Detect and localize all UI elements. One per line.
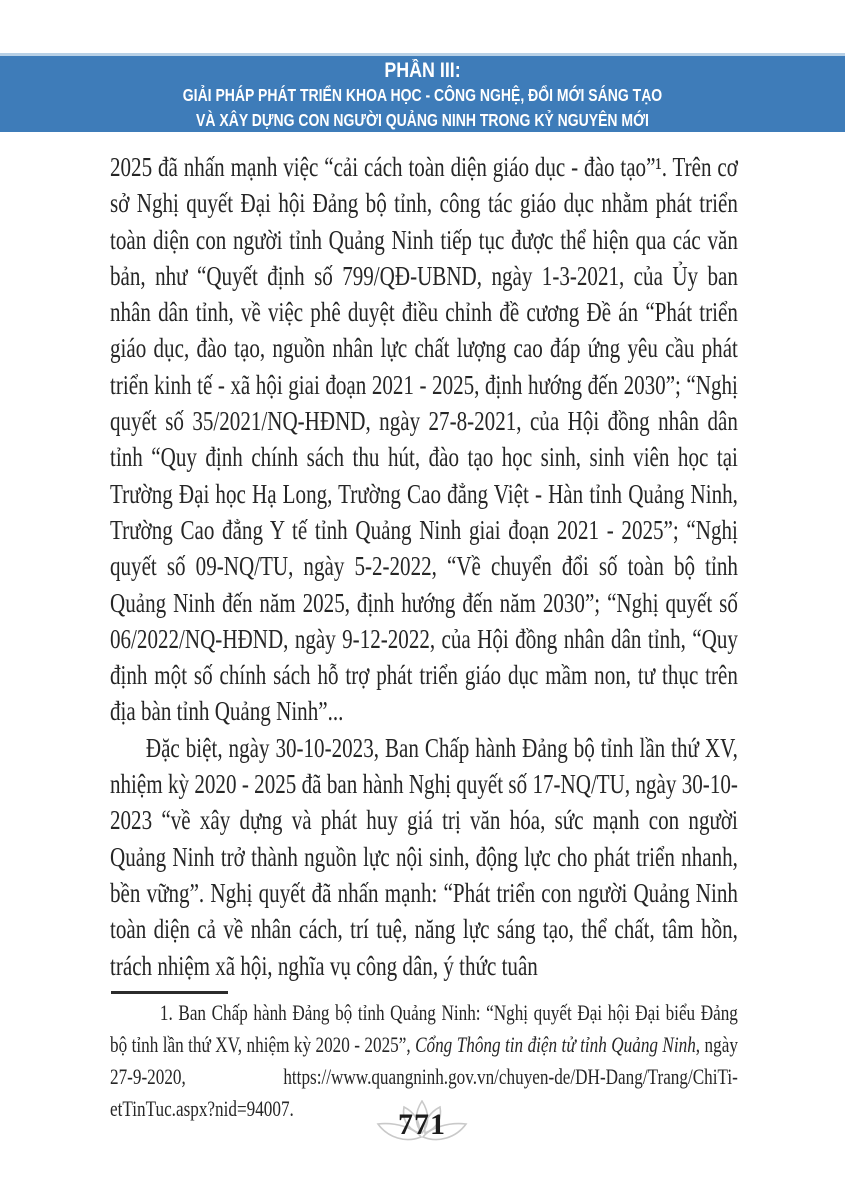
section-banner — [0, 53, 845, 132]
footnote-separator — [111, 991, 228, 994]
body-paragraph-2: Đặc biệt, ngày 30-10-2023, Ban Chấp hành Đảng bộ tỉnh lần thứ XV, nhiệm kỳ 2020 - 2025 đã ban hành Nghị quyết số 17-NQ/TU, ngày 30-10-2023 “về xây dựng và phát huy giá trị văn hóa, sức mạnh con người Quảng Ninh trở thành nguồn lực nội sinh, động lực cho phát triển nhanh, bền vững”. Nghị quyết đã nhấn mạnh: “Phát triển con người Quảng Ninh toàn diện cả về nhân cách, trí tuệ, năng lực sáng tạo, thể chất, tâm hồn, trách nhiệm xã hội, nghĩa vụ công dân, ý thức tuân — [110, 732, 738, 981]
body-paragraph-1: 2025 đã nhấn mạnh việc “cải cách toàn diện giáo dục - đào tạo”¹. Trên cơ sở Nghị quyết Đại hội Đảng bộ tỉnh, công tác giáo dục nhằm phát triển toàn diện con người tỉnh Quảng Ninh tiếp tục được thể hiện qua các văn bản, như “Quyết định số 799/QĐ-UBND, ngày 1-3-2021, của Ủy ban nhân dân tỉnh, về việc phê duyệt điều chỉnh đề cương Đề án “Phát triển giáo dục, đào tạo, nguồn nhân lực chất lượng cao đáp ứng yêu cầu phát triển kinh tế - xã hội giai đoạn 2021 - 2025, định hướng đến 2030”; “Nghị quyết số 35/2021/NQ-HĐND, ngày 27-8-2021, của Hội đồng nhân dân tỉnh “Quy định chính sách thu hút, đào tạo học sinh, sinh viên học tại Trường Đại học Hạ Long, Trường Cao đẳng Việt - Hàn tỉnh Quảng Ninh, Trường Cao đẳng Y tế tỉnh Quảng Ninh giai đoạn 2021 - 2025”; “Nghị quyết số 09-NQ/TU, ngày 5-2-2022, “Về chuyển đổi số toàn bộ tỉnh Quảng Ninh đến năm 2025, định hướng đến năm 2030”; “Nghị quyết số 06/2022/NQ-HĐND, ngày 9-12-2022, của Hội đồng nhân dân tỉnh, “Quy định một số chính sách hỗ trợ phát triển giáo dục mầm non, tư thục trên địa bàn tỉnh Quảng Ninh”... — [110, 152, 738, 727]
page-footer — [376, 1100, 468, 1160]
page-number: 771 — [398, 1108, 446, 1141]
section-title-line-1: GIẢI PHÁP PHÁT TRIỂN KHOA HỌC - CÔNG NGHỆ, ĐỔI MỚI SÁNG TẠO — [182, 85, 663, 105]
section-title-line-2: VÀ XÂY DỰNG CON NGƯỜI QUẢNG NINH TRONG KỶ NGUYÊN MỚI — [196, 110, 649, 130]
part-label: PHẦN III: — [384, 59, 461, 82]
page-body — [110, 149, 738, 984]
footnote-text: 1. Ban Chấp hành Đảng bộ tỉnh Quảng Ninh: “Nghị quyết Đại hội Đại biểu Đảng bộ tỉnh lần thứ XV, nhiệm kỳ 2020 - 2025”, Cổng Thông tin điện tử tỉnh Quảng Ninh, ngày 27-9-2020, https://www.quangninh.gov.vn/chuyen-de/DH-Dang/Trang/ChiTi-etTinTuc.aspx?nid=94007. — [110, 1000, 738, 1121]
